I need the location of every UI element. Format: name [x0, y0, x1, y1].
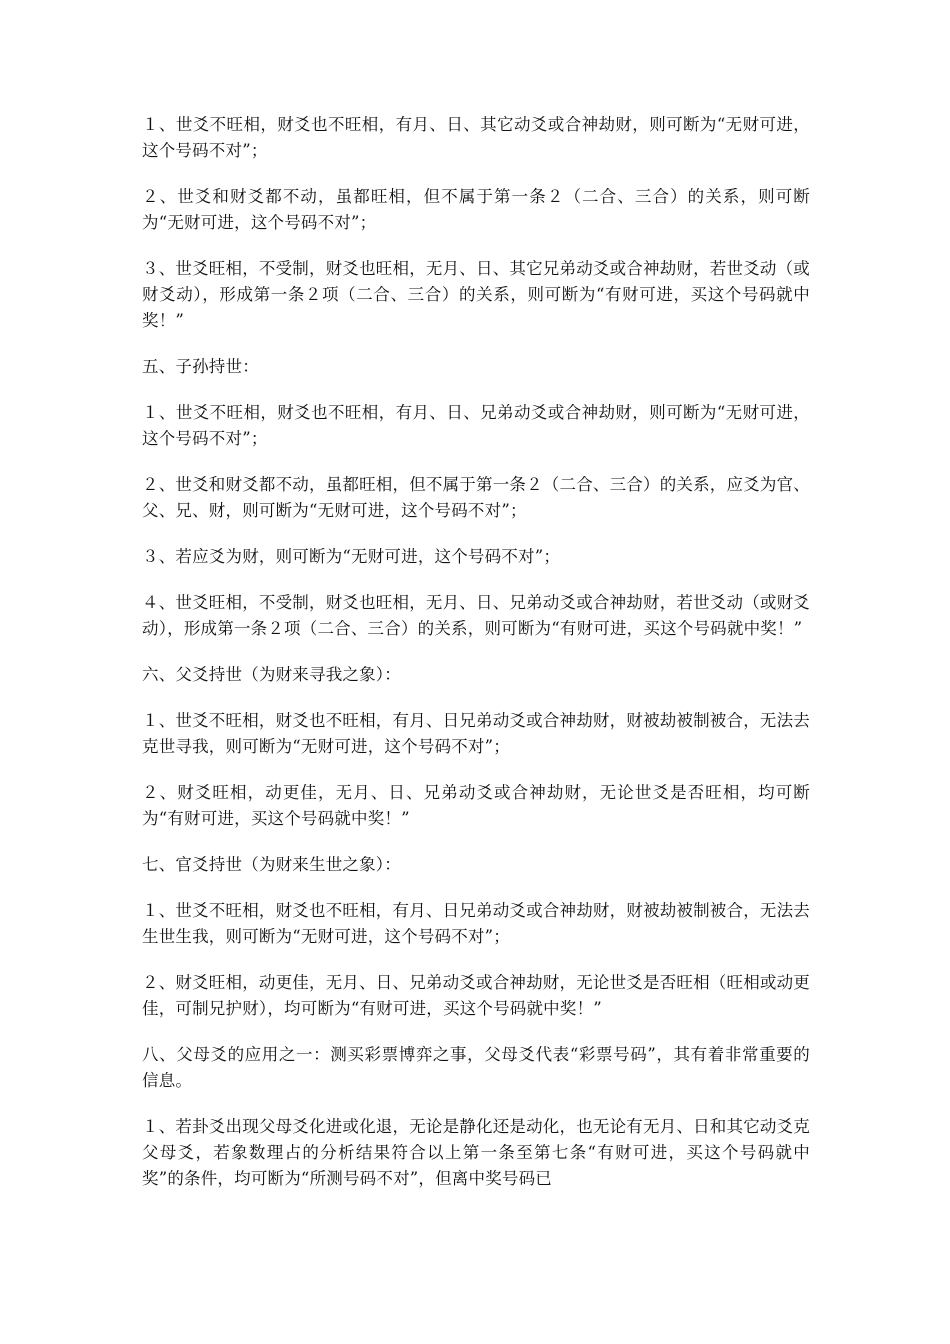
paragraph-item: ４、世爻旺相，不受制，财爻也旺相，无月、日、兄弟动爻或合神劫财，若世爻动（或财爻动），形成第一条２项（二合、三合）的关系，则可断为“有财可进，买这个号码就中奖！” [142, 593, 810, 638]
paragraph-item: １、世爻不旺相，财爻也不旺相，有月、日、兄弟动爻或合神劫财，则可断为“无财可进，这个号码不对”； [142, 403, 810, 448]
section-heading: 五、子孙持世： [142, 357, 259, 376]
paragraph-item: ２、世爻和财爻都不动，虽都旺相，但不属于第一条２（二合、三合）的关系，则可断为“无财可进，这个号码不对”； [142, 187, 810, 232]
section-heading: 八、父母爻的应用之一：测买彩票博弈之事，父母爻代表“彩票号码”，其有着非常重要的信息。 [142, 1045, 810, 1090]
paragraph-item: ３、世爻旺相，不受制，财爻也旺相，无月、日、其它兄弟动爻或合神劫财，若世爻动（或财爻动），形成第一条２项（二合、三合）的关系，则可断为“有财可进，买这个号码就中奖！” [142, 259, 810, 330]
section-heading: 七、官爻持世（为财来生世之象）： [142, 855, 401, 874]
paragraph-item: １、若卦爻出现父母爻化进或化退，无论是静化还是动化，也无论有无月、日和其它动爻克父母爻，若象数理占的分析结果符合以上第一条至第七条“有财可进，买这个号码就中奖”的条件，均可断为“所测号码不对”，但离中奖号码已 [142, 1117, 810, 1188]
paragraph-item: １、世爻不旺相，财爻也不旺相，有月、日、其它动爻或合神劫财，则可断为“无财可进，这个号码不对”； [142, 115, 810, 160]
paragraph-item: ３、若应爻为财，则可断为“无财可进，这个号码不对”； [142, 547, 561, 566]
document-body [142, 112, 810, 1212]
section-heading: 六、父爻持世（为财来寻我之象）： [142, 665, 401, 684]
paragraph-item: ２、财爻旺相，动更佳，无月、日、兄弟动爻或合神劫财，无论世爻是否旺相（旺相或动更佳，可制兄护财），均可断为“有财可进，买这个号码就中奖！” [142, 973, 810, 1018]
paragraph-item: １、世爻不旺相，财爻也不旺相，有月、日兄弟动爻或合神劫财，财被劫被制被合，无法去生世生我，则可断为“无财可进，这个号码不对”； [142, 901, 810, 946]
paragraph-item: ２、财爻旺相，动更佳，无月、日、兄弟动爻或合神劫财，无论世爻是否旺相，均可断为“有财可进，买这个号码就中奖！” [142, 783, 810, 828]
paragraph-item: ２、世爻和财爻都不动，虽都旺相，但不属于第一条２（二合、三合）的关系，应爻为官、父、兄、财，则可断为“无财可进，这个号码不对”； [142, 475, 810, 520]
paragraph-item: １、世爻不旺相，财爻也不旺相，有月、日兄弟动爻或合神劫财，财被劫被制被合，无法去克世寻我，则可断为“无财可进，这个号码不对”； [142, 711, 810, 756]
